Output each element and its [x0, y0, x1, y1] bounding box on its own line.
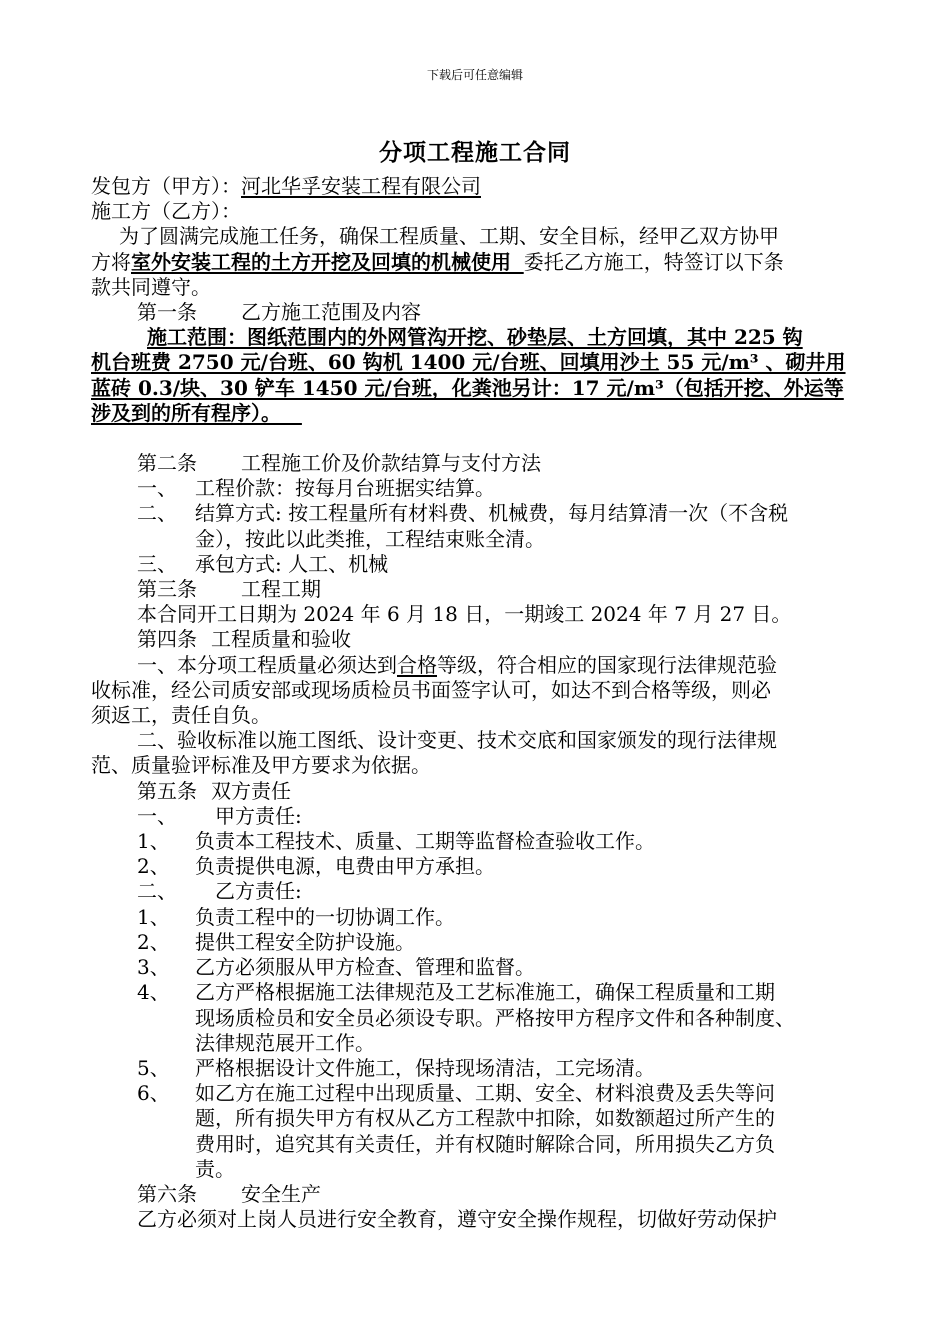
item-text: [195, 1056, 861, 1081]
item-line: 金），按此以此类推，工程结束账全清。: [195, 526, 545, 551]
intro-line-2: [91, 250, 861, 275]
article-1-heading: [91, 300, 861, 325]
project-name: 室外安装工程的土方开挖及回填的机械使用: [131, 249, 511, 274]
article-2-items: [91, 476, 861, 577]
article-title: 工程工期: [241, 577, 321, 602]
section-number: 二、: [137, 879, 177, 904]
contract-body: [91, 174, 861, 1232]
article-6-heading: [91, 1182, 861, 1207]
item-line: 乙方必须服从甲方检查、管理和监督。: [195, 955, 535, 980]
item-number: 5、: [137, 1055, 170, 1080]
scope-line-4: [91, 401, 861, 426]
underline-blank: [511, 250, 524, 274]
item-line: 负责本工程技术、质量、工期等监督检查验收工作。: [195, 829, 655, 854]
item-line: 严格根据设计文件施工，保持现场清洁，工完场清。: [195, 1055, 655, 1080]
intro-line-3: 款共同遵守。: [91, 274, 211, 299]
article-title: 乙方施工范围及内容: [241, 300, 421, 325]
party-a-duties-heading: [91, 804, 861, 829]
quality-text: 一、本分项工程质量必须达到: [137, 652, 397, 677]
item-text: [195, 552, 861, 577]
article-3-heading: [91, 577, 861, 602]
quality-line-3: 须返工，责任自负。: [91, 703, 271, 728]
party-b-line: [91, 199, 861, 224]
item-line: 负责提供电源，电费由甲方承担。: [195, 854, 495, 879]
quality-grade: 合格: [397, 652, 437, 677]
party-a-label: 发包方（甲方）：: [91, 174, 241, 198]
article-4-heading: [91, 627, 861, 652]
article-title: 工程质量和验收: [211, 627, 351, 652]
intro-line-1: 为了圆满完成施工任务，确保工程质量、工期、安全目标，经甲乙双方协甲: [119, 224, 779, 249]
item-number: 4、: [137, 980, 170, 1005]
item-number: 3、: [137, 955, 170, 980]
item-number: 一、: [137, 476, 177, 501]
list-item: [91, 980, 861, 1056]
intro-text: 方将: [91, 249, 131, 274]
item-text: [195, 501, 861, 551]
item-number: 三、: [137, 551, 177, 576]
acceptance-line-1: 二、验收标准以施工图纸、设计变更、技术交底和国家颁发的现行法律规: [137, 728, 777, 753]
article-2-heading: [91, 451, 861, 476]
item-text: [195, 930, 861, 955]
article-number: 第五条: [137, 778, 197, 803]
party-a-line: [91, 174, 861, 199]
item-number: 1、: [137, 829, 170, 854]
item-line: 如乙方在施工过程中出现质量、工期、安全、材料浪费及丢失等问: [195, 1081, 775, 1106]
article-title: 双方责任: [211, 778, 291, 803]
item-line: 结算方式: 按工程量所有材料费、机械费，每月结算清一次（不含税: [195, 501, 789, 526]
list-item: [91, 552, 861, 577]
list-item: [91, 930, 861, 955]
blank-line: [91, 426, 861, 451]
list-item: [91, 501, 861, 551]
item-text: [195, 980, 861, 1056]
party-b-label: 施工方（乙方）：: [91, 199, 241, 224]
item-line: 责。: [195, 1156, 235, 1181]
list-item: [91, 955, 861, 980]
quality-line-1: [91, 653, 861, 678]
article-title: 安全生产: [241, 1181, 321, 1206]
item-number: 6、: [137, 1081, 170, 1106]
item-line: 题，所有损失甲方有权从乙方工程款中扣除，如数额超过所产生的: [195, 1106, 775, 1131]
item-line: 费用时，追究其有关责任，并有权随时解除合同，所用损失乙方负: [195, 1131, 775, 1156]
acceptance-line-2: 范、质量验评标准及甲方要求为依据。: [91, 753, 431, 778]
item-text: [195, 905, 861, 930]
item-number: 二、: [137, 501, 177, 526]
item-text: [195, 854, 861, 879]
item-number: 2、: [137, 929, 170, 954]
list-item: [91, 829, 861, 854]
scope-line-3: 蓝砖 0.3/块、30 铲车 1450 元/台班，化粪池另计：17 元/m³（包括开挖、外运等: [91, 375, 844, 400]
article-number: 第三条: [137, 577, 197, 602]
article-number: 第二条: [137, 451, 197, 476]
party-a-name: 河北华孚安装工程有限公司: [241, 174, 481, 198]
list-item: [91, 476, 861, 501]
party-b-duties-heading: [91, 879, 861, 904]
article-5-heading: [91, 779, 861, 804]
article-number: 第四条: [137, 627, 197, 652]
item-line: 负责工程中的一切协调工作。: [195, 904, 455, 929]
scope-line-1: 施工范围：图纸范围内的外网管沟开挖、砂垫层、土方回填，其中 225 钩: [147, 325, 803, 350]
item-number: 2、: [137, 854, 170, 879]
quality-line-2: 收标准，经公司质安部或现场质检员书面签字认可，如达不到合格等级，则必: [91, 677, 771, 702]
article-3-text: 本合同开工日期为 2024 年 6 月 18 日，一期竣工 2024 年 7 月 27 日。: [137, 602, 792, 627]
article-6-text: 乙方必须对上岗人员进行安全教育，遵守安全操作规程，切做好劳动保护: [137, 1207, 777, 1232]
intro-text: 委托乙方施工，特签订以下条: [523, 249, 784, 274]
item-text: [195, 955, 861, 980]
item-line: 法律规范展开工作。: [195, 1030, 375, 1055]
list-item: [91, 905, 861, 930]
quality-text: 等级，符合相应的国家现行法律规范验: [437, 652, 777, 677]
item-text: [195, 1081, 861, 1182]
item-line: 乙方严格根据施工法律规范及工艺标准施工，确保工程质量和工期: [195, 980, 775, 1005]
section-title: 乙方责任:: [215, 879, 302, 904]
page-title: 分项工程施工合同: [379, 139, 571, 166]
item-text: [195, 829, 861, 854]
item-number: 1、: [137, 904, 170, 929]
header-note: 下载后可任意编辑: [426, 68, 523, 82]
list-item: [91, 1056, 861, 1081]
section-number: 一、: [137, 803, 177, 828]
article-number: 第六条: [137, 1181, 197, 1206]
scope-text: 涉及到的所有程序）。: [91, 400, 281, 425]
item-line: 提供工程安全防护设施。: [195, 929, 415, 954]
item-line: 现场质检员和安全员必须设专职。严格按甲方程序文件和各种制度、: [195, 1005, 795, 1030]
party-b-duties: [91, 905, 861, 1182]
scope-line-2: 机台班费 2750 元/台班、60 钩机 1400 元/台班、回填用沙土 55 元/m³ 、砌井用: [91, 350, 846, 375]
list-item: [91, 854, 861, 879]
list-item: [91, 1081, 861, 1182]
article-number: 第一条: [137, 300, 197, 325]
section-title: 甲方责任:: [215, 803, 302, 828]
party-a-duties: [91, 829, 861, 879]
item-text: [195, 476, 861, 501]
item-line: 工程价款：按每月台班据实结算。: [195, 476, 495, 501]
item-line: 承包方式: 人工、机械: [195, 551, 389, 576]
article-title: 工程施工价及价款结算与支付方法: [241, 451, 541, 476]
